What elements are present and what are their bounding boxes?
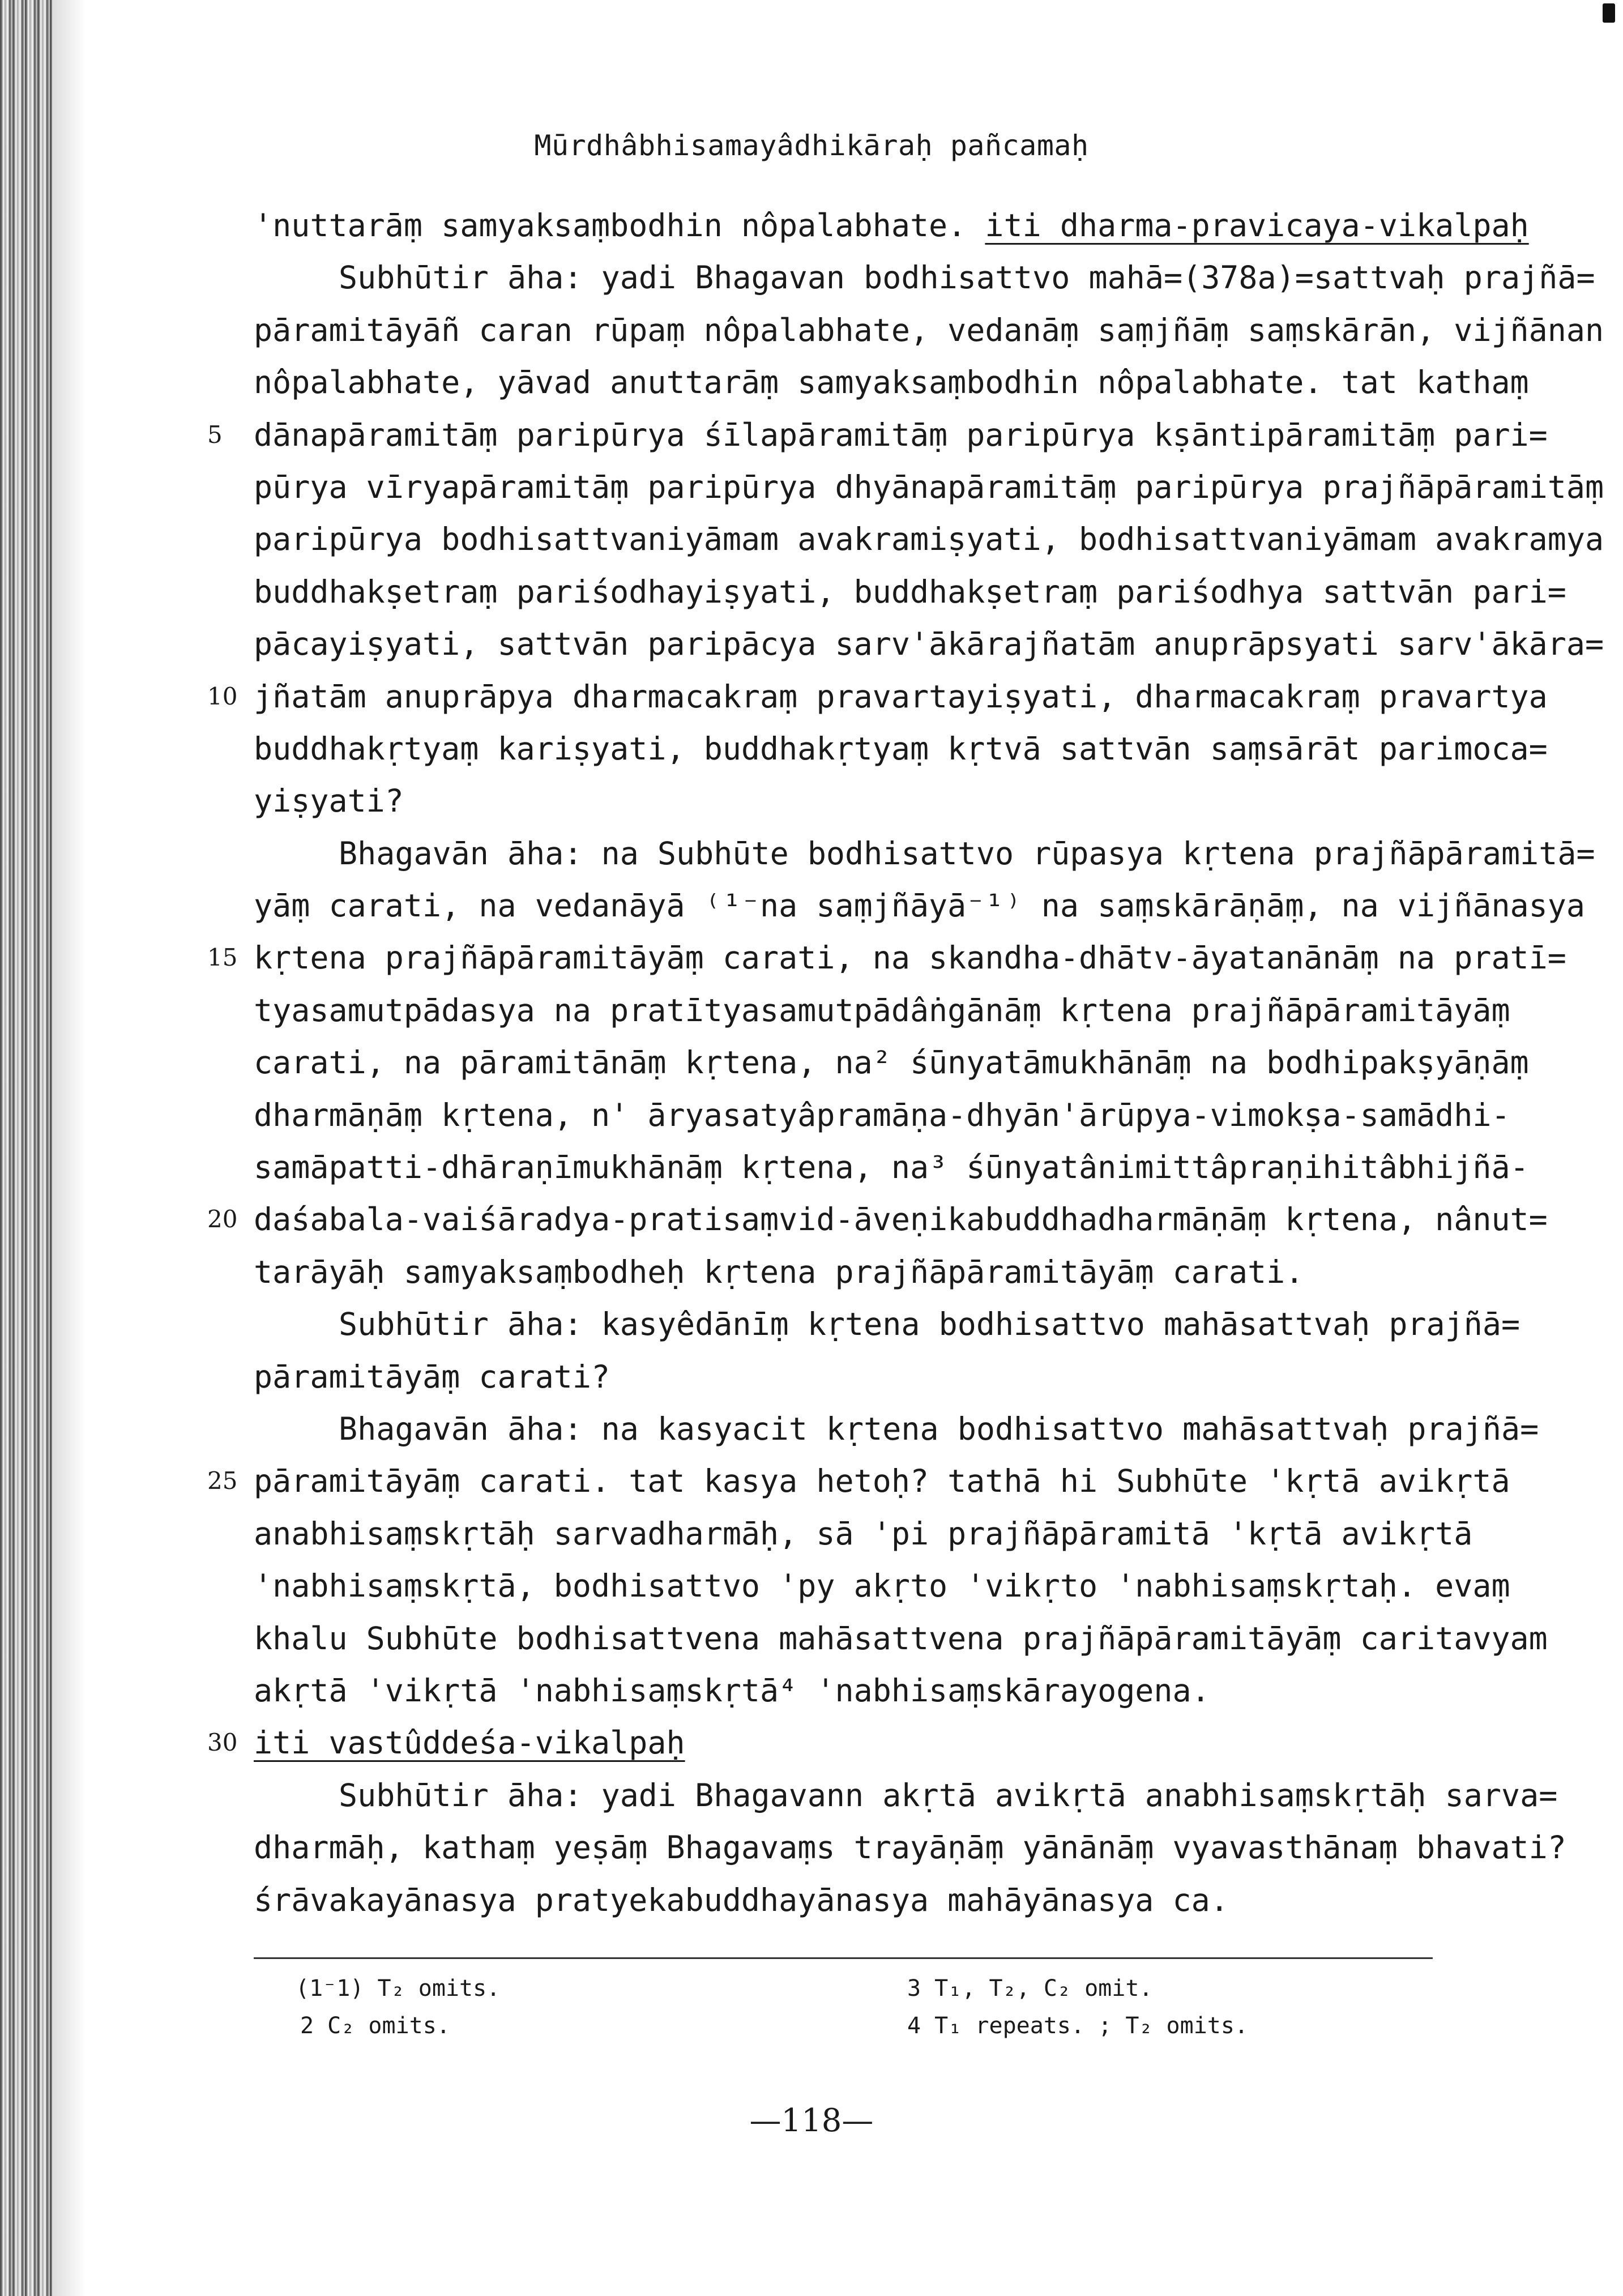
line-text (254, 1665, 1210, 1717)
text-line (207, 671, 1548, 723)
section-heading: iti vastûddeśa-vikalpaḥ (254, 1725, 685, 1761)
line-text (254, 251, 1595, 304)
line-content: tyasamutpādasya na pratītyasamutpādâṅgānāṃ kṛtena prajñāpāramitāyāṃ (254, 992, 1510, 1028)
line-content: pācayiṣyati, sattvān paripācya sarv'ākārajñatām anuprāpsyati sarv'ākāra= (254, 626, 1604, 663)
line-content: śrāvakayānasya pratyekabuddhayānasya mahāyānasya ca. (254, 1881, 1229, 1918)
text-body (207, 199, 1604, 1926)
text-line (254, 461, 1604, 513)
line-text (254, 1141, 1529, 1193)
line-content: yiṣyati? (254, 783, 404, 820)
line-content: jñatām anuprāpya dharmacakraṃ pravartayiṣyati, dharmacakraṃ pravartya (254, 678, 1548, 715)
line-text (254, 827, 1595, 880)
line-text (254, 1769, 1558, 1821)
text-line (254, 1665, 1433, 1717)
line-content: carati, na pāramitānāṃ kṛtena, na² śūnyatāmukhānāṃ na bodhipakṣyāṇāṃ (254, 1044, 1529, 1081)
line-text (254, 409, 1548, 461)
line-content: akṛtā 'vikṛtā 'nabhisaṃskṛtā⁴ 'nabhisaṃskārayogena. (254, 1672, 1210, 1709)
line-content: dharmāṇāṃ kṛtena, n' āryasatyâpramāṇa-dhyān'ārūpya-vimokṣa-samādhi- (254, 1096, 1510, 1133)
line-content: 'nabhisaṃskṛtā, bodhisattvo 'py akṛto 'vikṛto 'nabhisaṃskṛtaḥ. evaṃ (254, 1568, 1510, 1604)
text-line (254, 1560, 1510, 1612)
text-line (254, 618, 1604, 670)
text-line (254, 827, 1595, 880)
line-content: khalu Subhūte bodhisattvena mahāsattvena prajñāpāramitāyāṃ caritavyam (254, 1620, 1548, 1657)
line-text (254, 1403, 1539, 1455)
line-text (254, 356, 1529, 408)
text-line (207, 1717, 1433, 1769)
line-content: dānapāramitāṃ paripūrya śīlapāramitāṃ paripūrya kṣāntipāramitāṃ pari= (254, 416, 1548, 453)
line-content: yāṃ carati, na vedanāyā ⁽¹⁻na saṃjñāyā⁻¹⁾ na saṃskārāṇāṃ, na vijñānasya (254, 887, 1586, 924)
line-text (254, 513, 1604, 565)
line-text (254, 1508, 1473, 1560)
line-content: buddhakṣetraṃ pariśodhayiṣyati, buddhakṣetraṃ pariśodhya sattvān pari= (254, 573, 1566, 610)
line-content: Subhūtir āha: yadi Bhagavann akṛtā avikṛtā anabhisaṃskṛtāḥ sarva= (339, 1777, 1558, 1813)
line-content: buddhakṛtyaṃ kariṣyati, buddhakṛtyaṃ kṛtvā sattvān saṃsārāt parimoca= (254, 730, 1548, 767)
line-text (254, 1089, 1510, 1141)
line-number: 5 (207, 420, 223, 449)
text-line (207, 1455, 1510, 1507)
line-text (254, 1455, 1510, 1507)
text-line (254, 1089, 1510, 1141)
line-text (254, 199, 1529, 251)
line-content: pāramitāyāṃ carati? (254, 1358, 610, 1395)
line-number: 30 (207, 1729, 238, 1757)
line-text (254, 1351, 610, 1403)
line-content: pūrya vīryapāramitāṃ paripūrya dhyānapāramitāṃ paripūrya prajñāpāramitāṃ (254, 468, 1604, 505)
line-content: 'nuttarāṃ samyaksaṃbodhin nôpalabhate. (254, 207, 985, 244)
text-line (254, 1036, 1529, 1089)
text-line (254, 1612, 1548, 1665)
line-text (254, 671, 1548, 723)
line-content: pāramitāyāñ caran rūpaṃ nôpalabhate, vedanāṃ saṃjñāṃ saṃskārān, vijñānan (254, 311, 1604, 348)
line-text (254, 1560, 1510, 1612)
text-line (254, 199, 1529, 251)
line-number: 15 (207, 944, 238, 972)
line-content: paripūrya bodhisattvaniyāmam avakramiṣyati, bodhisattvaniyāmam avakramya (254, 521, 1604, 558)
line-text (254, 984, 1510, 1036)
line-text (254, 304, 1604, 356)
footnote-rule (254, 1957, 1433, 1959)
text-line (207, 409, 1548, 461)
line-text (254, 1821, 1566, 1873)
text-line (254, 1403, 1539, 1455)
line-number: 20 (207, 1205, 238, 1234)
line-text (254, 461, 1604, 513)
line-text (254, 1036, 1529, 1089)
line-content: anabhisaṃskṛtāḥ sarvadharmāḥ, sā 'pi prajñāpāramitā 'kṛtā avikṛtā (254, 1515, 1473, 1552)
text-line (254, 304, 1604, 356)
line-content: nôpalabhate, yāvad anuttarāṃ samyaksaṃbodhin nôpalabhate. tat kathaṃ (254, 364, 1529, 401)
line-text (254, 880, 1586, 932)
line-text (254, 1874, 1229, 1926)
text-line (254, 984, 1510, 1036)
line-number: 25 (207, 1467, 238, 1495)
footnote-4: 4 T₁ repeats. ; T₂ omits. (907, 2013, 1249, 2039)
line-text (254, 1717, 685, 1769)
text-line (254, 1298, 1521, 1350)
binding-shadow (52, 0, 86, 2296)
text-line (254, 775, 1433, 827)
line-text (254, 1612, 1548, 1665)
text-line (254, 1141, 1529, 1193)
section-heading: iti dharma-pravicaya-vikalpaḥ (985, 207, 1529, 244)
line-content: dharmāḥ, kathaṃ yeṣāṃ Bhagavaṃs trayāṇāṃ yānānāṃ vyavasthānaṃ bhavati? (254, 1829, 1566, 1866)
line-text (254, 618, 1604, 670)
line-content: Bhagavān āha: na Subhūte bodhisattvo rūpasya kṛtena prajñāpāramitā= (339, 835, 1595, 872)
text-line (254, 1246, 1433, 1298)
line-text (254, 723, 1548, 775)
line-text (254, 932, 1566, 984)
line-content: Subhūtir āha: kasyêdānīṃ kṛtena bodhisattvo mahāsattvaḥ prajñā= (339, 1306, 1521, 1343)
page-number: —118— (749, 2102, 874, 2139)
text-line (254, 723, 1548, 775)
line-content: Bhagavān āha: na kasyacit kṛtena bodhisattvo mahāsattvaḥ prajñā= (339, 1410, 1539, 1447)
line-text (254, 775, 404, 827)
footnote-3: 3 T₁, T₂, C₂ omit. (907, 1975, 1153, 2001)
text-line (207, 932, 1566, 984)
text-line (254, 513, 1604, 565)
text-line (207, 1193, 1548, 1245)
line-text (254, 566, 1566, 618)
line-content: pāramitāyāṃ carati. tat kasya hetoḥ? tathā hi Subhūte 'kṛtā avikṛtā (254, 1463, 1510, 1500)
line-content: daśabala-vaiśāradya-pratisaṃvid-āveṇikabuddhadharmāṇāṃ kṛtena, nânut= (254, 1201, 1548, 1238)
footnote-1: (1⁻1) T₂ omits. (296, 1975, 501, 2001)
text-line (254, 1874, 1433, 1926)
binding-edge (0, 0, 52, 2296)
text-line (254, 356, 1529, 408)
line-content: Subhūtir āha: yadi Bhagavan bodhisattvo mahā=(378a)=sattvaḥ prajñā= (339, 259, 1595, 296)
text-line (254, 251, 1595, 304)
line-text (254, 1193, 1548, 1245)
corner-mark (1603, 3, 1615, 23)
line-content: samāpatti-dhāraṇīmukhānāṃ kṛtena, na³ śūnyatânimittâpraṇihitâbhijñā- (254, 1149, 1529, 1186)
text-line (254, 1508, 1473, 1560)
footnote-2: 2 C₂ omits. (300, 2013, 450, 2039)
line-text (254, 1298, 1521, 1350)
running-header: Mūrdhâbhisamayâdhikāraḥ pañcamaḥ (534, 129, 1089, 162)
line-number: 10 (207, 682, 238, 710)
text-line (254, 1351, 1433, 1403)
line-content: tarāyāḥ samyaksaṃbodheḥ kṛtena prajñāpāramitāyāṃ carati. (254, 1253, 1304, 1290)
text-line (254, 1821, 1566, 1873)
line-text (254, 1246, 1304, 1298)
text-line (254, 566, 1566, 618)
text-line (254, 880, 1586, 932)
line-content: kṛtena prajñāpāramitāyāṃ carati, na skandha-dhātv-āyatanānāṃ na pratī= (254, 940, 1566, 976)
text-line (254, 1769, 1558, 1821)
